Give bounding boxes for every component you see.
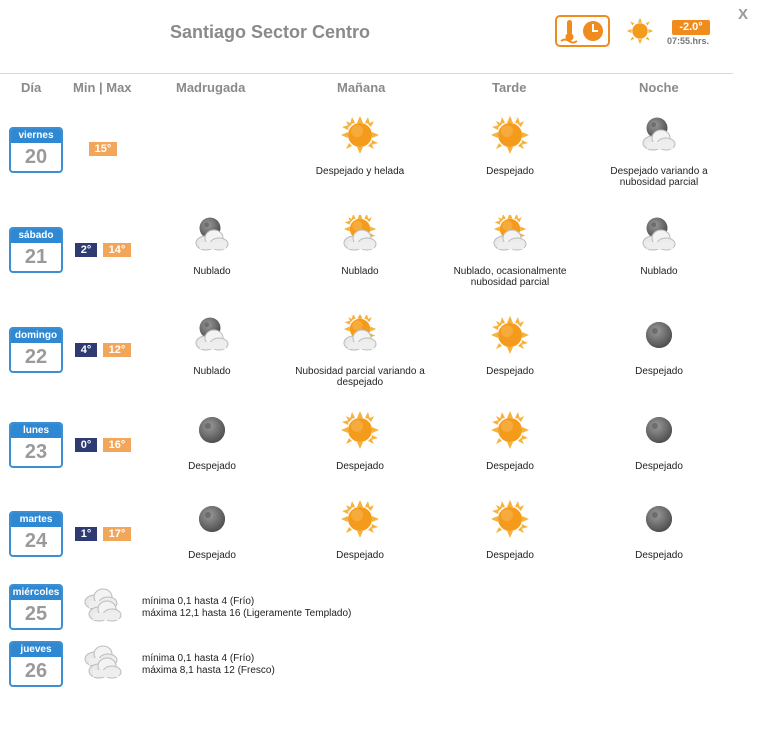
min-temp-badge: 1° bbox=[75, 527, 97, 541]
forecast-description: Nublado bbox=[193, 266, 231, 277]
min-range-text: mínima 0,1 hasta 4 (Frío) bbox=[142, 653, 255, 664]
sun-icon bbox=[490, 410, 530, 450]
day-number: 26 bbox=[24, 660, 48, 682]
forecast-description: Despejado bbox=[336, 550, 384, 561]
weekday-label: sábado bbox=[11, 229, 61, 243]
column-header-minmax: Min | Max bbox=[73, 80, 132, 95]
moon-icon bbox=[192, 499, 232, 539]
weekday-label: miércoles bbox=[12, 587, 60, 598]
min-temp-badge: 2° bbox=[75, 243, 97, 257]
sun-icon bbox=[340, 115, 380, 155]
max-temp-badge: 15° bbox=[89, 142, 117, 156]
cloudy-night-icon bbox=[192, 315, 232, 355]
day-number: 24 bbox=[24, 530, 48, 552]
cloudy-night-icon bbox=[639, 215, 679, 255]
forecast-description: Nubosidad parcial variando a despejado bbox=[295, 366, 425, 388]
column-header-day: Día bbox=[21, 80, 42, 95]
thermometer-clock-icon bbox=[555, 15, 610, 47]
weekday-label: domingo bbox=[11, 329, 61, 343]
min-range-text: mínima 0,1 hasta 4 (Frío) bbox=[142, 596, 255, 607]
forecast-description: Despejado bbox=[188, 550, 236, 561]
calendar-date bbox=[9, 641, 63, 687]
day-number: 23 bbox=[24, 441, 48, 463]
forecast-description: Despejado bbox=[635, 461, 683, 472]
moon-icon bbox=[639, 499, 679, 539]
weekday-label: lunes bbox=[11, 424, 61, 438]
max-temp-badge: 17° bbox=[103, 527, 131, 541]
weekday-label: viernes bbox=[11, 129, 61, 143]
sun-icon bbox=[490, 115, 530, 155]
calendar-date bbox=[9, 584, 63, 630]
day-number: 25 bbox=[24, 603, 48, 625]
calendar-date bbox=[9, 422, 63, 468]
max-range-text: máxima 8,1 hasta 12 (Fresco) bbox=[142, 665, 275, 676]
forecast-description: Nublado, ocasionalmente nubosidad parcial bbox=[453, 266, 567, 288]
forecast-description: Despejado bbox=[336, 461, 384, 472]
page-title: Santiago Sector Centro bbox=[170, 22, 371, 42]
partly-cloudy-icon bbox=[340, 315, 380, 355]
column-header-manana: Mañana bbox=[337, 80, 386, 95]
day-number: 20 bbox=[24, 146, 48, 168]
header-divider bbox=[0, 73, 733, 74]
max-temp-badge: 14° bbox=[103, 243, 131, 257]
cloudy-night-icon bbox=[192, 215, 232, 255]
forecast-description: Despejado bbox=[635, 550, 683, 561]
min-temp-badge: 4° bbox=[75, 343, 97, 357]
column-header-noche: Noche bbox=[639, 80, 679, 95]
sun-icon bbox=[340, 410, 380, 450]
forecast-description: Despejado variando a nubosidad parcial bbox=[610, 166, 708, 188]
column-header-madrugada: Madrugada bbox=[176, 80, 246, 95]
day-number: 21 bbox=[24, 246, 48, 268]
max-temp-badge: 12° bbox=[103, 343, 131, 357]
calendar-date bbox=[9, 127, 63, 173]
sun-icon bbox=[626, 17, 654, 45]
current-time: 07:55.hrs. bbox=[667, 36, 710, 46]
partly-cloudy-icon bbox=[490, 215, 530, 255]
min-temp-badge: 0° bbox=[75, 438, 97, 452]
weekday-label: martes bbox=[11, 513, 61, 527]
forecast-description: Despejado y helada bbox=[315, 166, 405, 177]
sun-icon bbox=[490, 499, 530, 539]
day-number: 22 bbox=[24, 346, 48, 368]
moon-icon bbox=[639, 315, 679, 355]
forecast-description: Despejado bbox=[486, 166, 534, 177]
max-temp-badge: 16° bbox=[103, 438, 131, 452]
moon-icon bbox=[192, 410, 232, 450]
sun-icon bbox=[340, 499, 380, 539]
calendar-date bbox=[9, 327, 63, 373]
cloud-icon bbox=[79, 643, 125, 683]
max-range-text: máxima 12,1 hasta 16 (Ligeramente Templado) bbox=[142, 608, 352, 619]
forecast-description: Despejado bbox=[635, 366, 683, 377]
column-header-tarde: Tarde bbox=[492, 80, 527, 95]
current-temperature: -2.0° bbox=[672, 20, 710, 35]
forecast-description: Despejado bbox=[486, 366, 534, 377]
close-button[interactable]: X bbox=[738, 6, 749, 23]
forecast-description: Despejado bbox=[188, 461, 236, 472]
forecast-description: Nublado bbox=[193, 366, 231, 377]
cloudy-night-icon bbox=[639, 115, 679, 155]
forecast-description: Despejado bbox=[486, 461, 534, 472]
forecast-description: Nublado bbox=[341, 266, 379, 277]
forecast-description: Nublado bbox=[640, 266, 678, 277]
calendar-date bbox=[9, 227, 63, 273]
sun-icon bbox=[490, 315, 530, 355]
calendar-date bbox=[9, 511, 63, 557]
forecast-description: Despejado bbox=[486, 550, 534, 561]
cloud-icon bbox=[79, 586, 125, 626]
weekday-label: jueves bbox=[11, 643, 61, 657]
moon-icon bbox=[639, 410, 679, 450]
partly-cloudy-icon bbox=[340, 215, 380, 255]
